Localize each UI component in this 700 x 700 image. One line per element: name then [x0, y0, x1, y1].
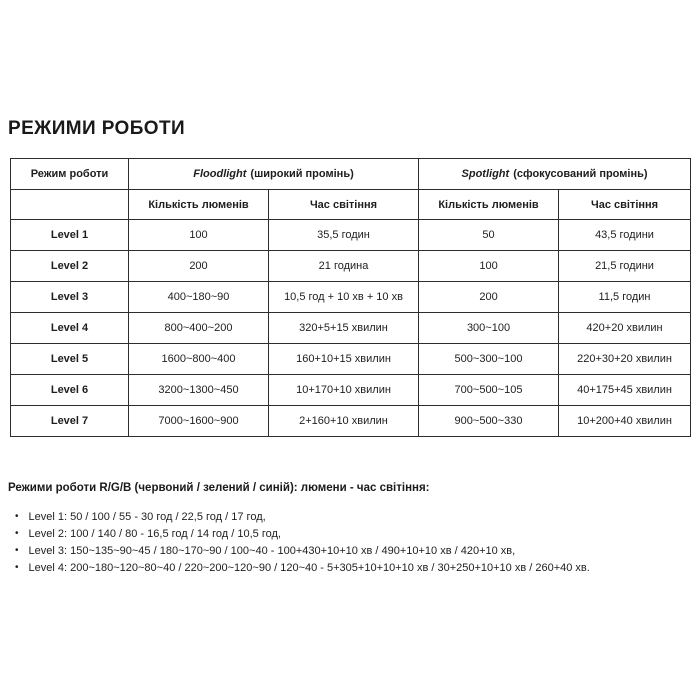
table-group-header-row	[11, 159, 691, 190]
bullet-icon: •	[15, 511, 19, 522]
spotlight-lumens-cell: 100	[419, 251, 559, 282]
spotlight-time-cell: 11,5 годин	[559, 282, 691, 313]
spotlight-time-cell: 21,5 години	[559, 251, 691, 282]
floodlight-time-header: Час світіння	[269, 190, 419, 220]
rgb-level-3-text: Level 3: 150~135~90~45 / 180~170~90 / 100~40 - 100+430+10+10 хв / 490+10+10 хв / 420+10 хв,	[28, 545, 516, 557]
rgb-level-2-text: Level 2: 100 / 140 / 80 - 16,5 год / 14 год / 10,5 год,	[28, 528, 281, 540]
list-item	[15, 543, 590, 560]
spotlight-time-cell: 40+175+45 хвилин	[559, 375, 691, 406]
floodlight-time-cell: 10+170+10 хвилин	[269, 375, 419, 406]
table-row-level-5	[11, 344, 691, 375]
rgb-modes-list	[15, 509, 590, 577]
spotlight-lumens-cell: 50	[419, 220, 559, 251]
rgb-level-4-text: Level 4: 200~180~120~80~40 / 220~200~120~90 / 120~40 - 5+305+10+10+10 хв / 30+250+10+10 хв / 260+40 хв.	[28, 562, 590, 574]
table-row-level-4	[11, 313, 691, 344]
rgb-modes-heading: Режими роботи R/G/B (червоний / зелений / синій): люмени - час світіння:	[8, 482, 430, 494]
spotlight-time-header: Час світіння	[559, 190, 691, 220]
mode-column-header: Режим роботи	[11, 159, 129, 190]
spotlight-time-cell: 220+30+20 хвилин	[559, 344, 691, 375]
spotlight-time-cell: 420+20 хвилин	[559, 313, 691, 344]
list-item	[15, 509, 590, 526]
floodlight-time-cell: 320+5+15 хвилин	[269, 313, 419, 344]
bullet-icon: •	[15, 528, 19, 539]
page-title: РЕЖИМИ РОБОТИ	[8, 118, 186, 139]
table-sub-header-row	[11, 190, 691, 220]
table-row-level-2	[11, 251, 691, 282]
spotlight-time-cell: 10+200+40 хвилин	[559, 406, 691, 437]
floodlight-lumens-cell: 800~400~200	[129, 313, 269, 344]
floodlight-lumens-cell: 100	[129, 220, 269, 251]
floodlight-time-cell: 160+10+15 хвилин	[269, 344, 419, 375]
spotlight-lumens-cell: 500~300~100	[419, 344, 559, 375]
table-row-level-6	[11, 375, 691, 406]
floodlight-time-cell: 35,5 годин	[269, 220, 419, 251]
operating-modes-table	[10, 158, 691, 437]
floodlight-time-cell: 2+160+10 хвилин	[269, 406, 419, 437]
spotlight-lumens-cell: 900~500~330	[419, 406, 559, 437]
floodlight-lumens-cell: 400~180~90	[129, 282, 269, 313]
spotlight-desc: (сфокусований промінь)	[513, 168, 648, 180]
bullet-icon: •	[15, 562, 19, 573]
spotlight-lumens-cell: 300~100	[419, 313, 559, 344]
level-cell: Level 1	[11, 220, 129, 251]
table-row-level-7	[11, 406, 691, 437]
floodlight-time-cell: 10,5 год + 10 хв + 10 хв	[269, 282, 419, 313]
floodlight-lumens-header: Кількість люменів	[129, 190, 269, 220]
rgb-level-1-text: Level 1: 50 / 100 / 55 - 30 год / 22,5 год / 17 год,	[28, 511, 266, 523]
table-row-level-3	[11, 282, 691, 313]
floodlight-lumens-cell: 1600~800~400	[129, 344, 269, 375]
floodlight-desc: (широкий промінь)	[250, 168, 354, 180]
spotlight-time-cell: 43,5 години	[559, 220, 691, 251]
level-cell: Level 4	[11, 313, 129, 344]
spotlight-lumens-cell: 200	[419, 282, 559, 313]
floodlight-lumens-cell: 200	[129, 251, 269, 282]
level-cell: Level 7	[11, 406, 129, 437]
floodlight-time-cell: 21 година	[269, 251, 419, 282]
level-cell: Level 2	[11, 251, 129, 282]
level-cell: Level 5	[11, 344, 129, 375]
empty-header-cell	[11, 190, 129, 220]
table-row-level-1	[11, 220, 691, 251]
spotlight-lumens-header: Кількість люменів	[419, 190, 559, 220]
list-item	[15, 560, 590, 577]
bullet-icon: •	[15, 545, 19, 556]
floodlight-lumens-cell: 7000~1600~900	[129, 406, 269, 437]
list-item	[15, 526, 590, 543]
level-cell: Level 6	[11, 375, 129, 406]
floodlight-lumens-cell: 3200~1300~450	[129, 375, 269, 406]
floodlight-label: Floodlight	[193, 168, 247, 180]
spotlight-label: Spotlight	[461, 168, 510, 180]
level-cell: Level 3	[11, 282, 129, 313]
spotlight-lumens-cell: 700~500~105	[419, 375, 559, 406]
floodlight-group-header	[129, 159, 419, 190]
spotlight-group-header	[419, 159, 691, 190]
